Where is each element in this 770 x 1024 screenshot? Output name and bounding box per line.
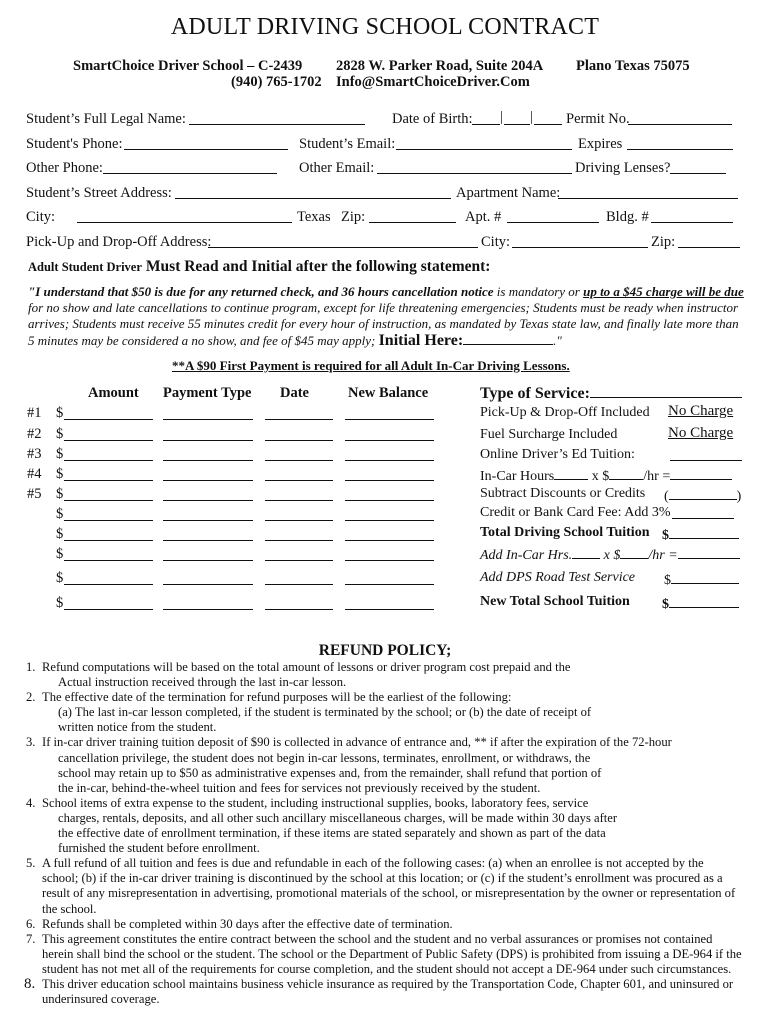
student-email-label: Student’s Email: <box>299 136 396 152</box>
city-label: City: <box>26 209 56 225</box>
new-balance-field[interactable] <box>345 488 434 501</box>
refund-item <box>26 856 748 916</box>
date-field[interactable] <box>265 572 333 585</box>
service-card-fee-field[interactable] <box>672 505 734 519</box>
new-balance-field[interactable] <box>345 548 434 561</box>
amount-field[interactable] <box>64 528 153 541</box>
service-add-hours: Add In-Car Hrs. x $ /hr = <box>480 545 740 564</box>
refund-item-line: school may retain up to $50 as administrative expenses and, from the remainder, shall refund that portion of <box>58 765 602 780</box>
service-fuel-label: Fuel Surcharge Included <box>480 427 618 442</box>
type-of-service-title: Type of Service: <box>480 383 742 403</box>
first-payment-notice: **A $90 First Payment is required for all Adult In-Car Driving Lessons. <box>172 358 570 373</box>
statement-charge-part: up to a $45 charge will be due <box>583 284 744 299</box>
payment-type-field[interactable] <box>163 572 253 585</box>
new-balance-field[interactable] <box>345 572 434 585</box>
dob-year-field[interactable] <box>534 111 562 125</box>
refund-item-line: underinsured coverage. <box>42 992 160 1007</box>
dps-road-test-field: $ <box>664 570 739 589</box>
currency-symbol: $ <box>56 526 64 542</box>
currency-symbol: $ <box>56 546 64 562</box>
payment-row-number: #1 <box>27 405 42 421</box>
date-field[interactable] <box>265 407 333 420</box>
payment-type-field[interactable] <box>163 468 253 481</box>
currency-symbol: $ <box>56 405 64 421</box>
payment-type-field[interactable] <box>163 448 253 461</box>
payment-type-field[interactable] <box>163 548 253 561</box>
cancellation-statement: "I understand that $50 is due for any returned check, and 36 hours cancellation notice is mandatory or up to a $45 charge will be due for no show and late cancellations to continue program, except for life threatening emergencies; Students must be ready when instructor arrives; Students must receive 55 minutes credit for every hour of instruction, as mandated by Texas state law, and finally late more than 5 minutes may be considered a no show, and fee of $45 may apply; Initial Here: ." <box>28 284 744 349</box>
new-balance-field[interactable] <box>345 448 434 461</box>
type-of-service-field[interactable] <box>590 383 742 398</box>
legal-name-field[interactable] <box>189 111 365 125</box>
refund-item-line: This agreement constitutes the entire contract between the school and the student and no verbal assurances or promises not contained <box>42 931 713 946</box>
payment-row-number: #4 <box>27 466 42 482</box>
refund-item-number: 2. <box>26 690 36 705</box>
refund-item <box>26 735 748 795</box>
date-field[interactable] <box>265 548 333 561</box>
payment-row-number: #3 <box>27 446 42 462</box>
amount-field[interactable] <box>64 428 153 441</box>
refund-item-number: 7. <box>26 931 36 946</box>
pickup-address-label: Pick-Up and Drop-Off Address: <box>26 234 212 250</box>
new-balance-field[interactable] <box>345 508 434 521</box>
amount-header: Amount <box>88 385 139 401</box>
payment-type-field[interactable] <box>163 597 253 610</box>
pickup-zip-field[interactable] <box>678 234 740 248</box>
date-field[interactable] <box>265 597 333 610</box>
page-title: ADULT DRIVING SCHOOL CONTRACT <box>170 14 600 40</box>
refund-item-line: the effective date of enrollment termination, if these items are stated separately and shown as part of the data <box>58 826 606 841</box>
refund-item <box>26 932 748 977</box>
currency-symbol: $ <box>56 595 64 611</box>
payment-type-field[interactable] <box>163 407 253 420</box>
dob-separator: | <box>530 109 533 125</box>
refund-item-number: 3. <box>26 735 36 750</box>
other-phone-label: Other Phone: <box>26 160 103 176</box>
other-phone-field[interactable] <box>103 160 277 174</box>
school-phone: (940) 765-1702 <box>231 74 322 90</box>
other-email-field[interactable] <box>377 160 572 174</box>
refund-item-number: 1. <box>26 660 36 674</box>
school-city: Plano Texas 75075 <box>576 58 690 74</box>
apt-field[interactable] <box>507 209 599 223</box>
amount-field[interactable] <box>64 548 153 561</box>
expires-label: Expires <box>578 136 623 152</box>
date-field[interactable] <box>265 488 333 501</box>
date-field[interactable] <box>265 508 333 521</box>
date-field[interactable] <box>265 468 333 481</box>
refund-item-line: cancellation privilege, the student does not begin in-car lessons, terminates, enrollment, or withdraws, the <box>58 750 591 765</box>
date-field[interactable] <box>265 448 333 461</box>
refund-item-line: (a) The last in-car lesson completed, if the student is terminated by the school; or (b) the date of receipt of <box>58 705 592 720</box>
bldg-field[interactable] <box>651 209 733 223</box>
date-header: Date <box>280 385 309 401</box>
amount-field[interactable] <box>64 488 153 501</box>
currency-symbol: $ <box>56 466 64 482</box>
zip-label: Zip: <box>341 209 366 225</box>
zip-field[interactable] <box>369 209 456 223</box>
refund-item-line: A full refund of all tuition and fees is due and refundable in each of the following cases: (a) when an enrollee is not accepted by the <box>42 856 704 871</box>
other-email-label: Other Email: <box>299 160 375 176</box>
initial-field[interactable] <box>463 332 553 345</box>
texas-label: Texas <box>297 209 331 225</box>
apartment-name-label: Apartment Name: <box>456 185 561 201</box>
refund-item <box>26 796 748 856</box>
refund-item-number: 6. <box>26 916 36 931</box>
amount-field[interactable] <box>64 407 153 420</box>
refund-item-line: If in-car driver training tuition deposit of $90 is collected in advance of entrance and, ** if after the expiration of the 72-hour <box>42 735 672 750</box>
payment-row-number: #5 <box>27 486 42 502</box>
student-phone-label: Student's Phone: <box>26 136 123 152</box>
refund-item-line: the school. <box>42 901 97 916</box>
refund-item <box>26 917 748 932</box>
service-incar-hours: In-Car Hours x $ /hr = <box>480 466 732 485</box>
new-total-tuition-field: $ <box>662 594 739 613</box>
amount-field[interactable] <box>64 508 153 521</box>
legal-name-label: Student’s Full Legal Name: <box>26 111 186 127</box>
refund-item-line: Refund computations will be based on the total amount of lessons or driver program cost prepaid and the <box>42 660 571 674</box>
street-address-field[interactable] <box>175 185 451 199</box>
initial-here-label: Initial Here: <box>378 332 464 349</box>
refund-item <box>26 690 748 735</box>
refund-item-line: Actual instruction received through the last in-car lesson. <box>58 675 347 690</box>
pickup-city-field[interactable] <box>512 234 648 248</box>
date-field[interactable] <box>265 428 333 441</box>
refund-item-line: school; (b) if the in-car driver training is discontinued by the school at this location; or (c) if the student’s enrollment was procured as a <box>42 871 723 886</box>
refund-policy-list <box>26 660 748 1007</box>
refund-item-number: 4. <box>26 795 36 810</box>
dob-separator: | <box>500 109 503 125</box>
amount-field[interactable] <box>64 448 153 461</box>
refund-item <box>26 660 748 690</box>
refund-item-number: 8. <box>24 975 36 992</box>
currency-symbol: $ <box>56 570 64 586</box>
date-field[interactable] <box>265 528 333 541</box>
city-field[interactable] <box>77 209 292 223</box>
amount-field[interactable] <box>64 597 153 610</box>
currency-symbol: $ <box>56 506 64 522</box>
bldg-label: Bldg. # <box>606 209 649 225</box>
driving-lenses-label: Driving Lenses? <box>575 160 671 176</box>
payment-type-field[interactable] <box>163 488 253 501</box>
refund-item-line: furnished the student before enrollment. <box>58 841 260 856</box>
refund-policy-title: REFUND POLICY; <box>318 642 452 659</box>
service-online-label: Online Driver’s Ed Tuition: <box>480 447 635 462</box>
refund-item-line: student has not met all of the requirements for course completion, and the student should not accept a DE-964 under such circumstances. <box>42 961 732 976</box>
driving-lenses-field[interactable] <box>670 160 726 174</box>
currency-symbol: $ <box>56 486 64 502</box>
payment-type-header: Payment Type <box>163 385 252 401</box>
payment-row-number: #2 <box>27 426 42 442</box>
statement-bold-part: I understand that $50 is due for any returned check, and 36 hours cancellation notice <box>35 284 494 299</box>
refund-item-line: result of any misrepresentation in advertising, promotional materials of the school, or misrepresentation by the owner or representation of <box>42 886 736 901</box>
new-balance-field[interactable] <box>345 597 434 610</box>
pickup-address-field[interactable] <box>208 234 478 248</box>
payment-type-field[interactable] <box>163 528 253 541</box>
permit-field[interactable] <box>628 111 732 125</box>
refund-item-line: herein shall bind the school or the student. The school or the Department of Public Safety (DPS) is prohibited from issuing a DE-964 if the <box>42 946 742 961</box>
dob-month-field[interactable] <box>472 111 500 125</box>
new-balance-field[interactable] <box>345 468 434 481</box>
pickup-zip-label: Zip: <box>651 234 676 250</box>
refund-item-line: the in-car, behind-the-wheel tuition and fees for services not previously received by the student. <box>58 780 541 795</box>
service-pickup-label: Pick-Up & Drop-Off Included <box>480 405 650 420</box>
student-email-field[interactable] <box>396 136 572 150</box>
student-phone-field[interactable] <box>124 136 288 150</box>
refund-item-line: Refunds shall be completed within 30 days after the effective date of termination. <box>42 916 453 931</box>
refund-item-number: 5. <box>26 856 36 871</box>
service-discounts-label: Subtract Discounts or Credits <box>480 486 646 501</box>
statement-heading-small: Adult Student Driver <box>28 260 142 274</box>
permit-label: Permit No. <box>566 111 630 127</box>
dob-day-field[interactable] <box>504 111 530 125</box>
amount-field[interactable] <box>64 468 153 481</box>
expires-field[interactable] <box>627 136 733 150</box>
currency-symbol: $ <box>56 446 64 462</box>
refund-item <box>26 977 748 1007</box>
statement-heading <box>28 258 490 276</box>
new-balance-field[interactable] <box>345 407 434 420</box>
school-email: Info@SmartChoiceDriver.Com <box>336 74 530 90</box>
new-balance-field[interactable] <box>345 528 434 541</box>
amount-field[interactable] <box>64 572 153 585</box>
new-balance-field[interactable] <box>345 428 434 441</box>
refund-item-line: This driver education school maintains business vehicle insurance as required by the Transportation Code, Chapter 601, and uninsured or <box>42 976 734 991</box>
currency-symbol: $ <box>56 426 64 442</box>
school-address: 2828 W. Parker Road, Suite 204A <box>336 58 544 74</box>
pickup-city-label: City: <box>481 234 511 250</box>
refund-item-line: written notice from the student. <box>58 720 217 735</box>
payment-type-field[interactable] <box>163 508 253 521</box>
refund-item-line: charges, rentals, deposits, and all other such ancillary miscellaneous charges, will be made within 30 days after <box>58 810 618 825</box>
service-online-field[interactable] <box>670 447 742 461</box>
dps-road-test-label: Add DPS Road Test Service <box>480 570 636 585</box>
new-balance-header: New Balance <box>348 385 429 401</box>
apt-label: Apt. # <box>465 209 502 225</box>
service-card-fee-label: Credit or Bank Card Fee: Add 3% <box>480 505 671 520</box>
total-tuition-label: Total Driving School Tuition <box>480 525 650 540</box>
street-address-label: Student’s Street Address: <box>26 185 172 201</box>
dob-label: Date of Birth: <box>392 111 473 127</box>
apartment-name-field[interactable] <box>558 185 738 199</box>
new-total-tuition-label: New Total School Tuition <box>480 594 630 609</box>
refund-item-line: The effective date of the termination for refund purposes will be the earliest of the following: <box>42 690 512 705</box>
payment-type-field[interactable] <box>163 428 253 441</box>
service-fuel-value: No Charge <box>668 425 734 441</box>
total-tuition-field: $ <box>662 525 739 544</box>
refund-item-line: School items of extra expense to the student, including instructional supplies, books, laboratory fees, service <box>42 795 589 810</box>
statement-heading-large: Must Read and Initial after the following statement: <box>145 258 491 275</box>
service-pickup-value: No Charge <box>668 403 734 419</box>
service-discounts-field: ( ) <box>664 486 741 505</box>
school-name: SmartChoice Driver School – C-2439 <box>73 58 303 74</box>
